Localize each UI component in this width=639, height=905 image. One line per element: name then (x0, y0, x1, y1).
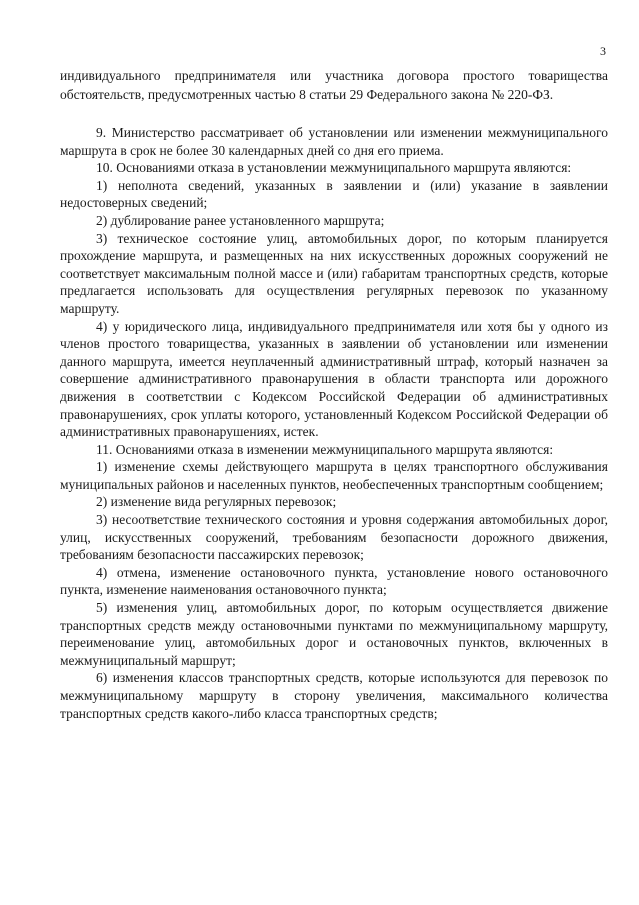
paragraph-10-item-1: 1) неполнота сведений, указанных в заявлении и (или) указание в заявлении недостоверных сведений; (60, 177, 608, 211)
paragraph-11-item-6: 6) изменения классов транспортных средств, которые используются для перевозок по межмуниципальному маршруту в сторону увеличения, максимального количества транспортных средств какого-либо класса транспортных средств; (60, 670, 608, 721)
page-number: 3 (600, 44, 606, 58)
paragraph-9: 9. Министерство рассматривает об установлении или изменении межмуниципального маршрута в срок не более 30 календарных дней со дня его приема. (60, 125, 608, 158)
paragraph-11-item-3: 3) несоответствие технического состояния и уровня содержания автомобильных дорог, улиц, искусственных сооружений, требованиям безопасности дорожного движения, требованиям безопасности пассажирских перевозок; (60, 512, 608, 563)
document-body (60, 66, 608, 722)
paragraph-10: 10. Основаниями отказа в установлении межмуниципального маршрута являются: (96, 160, 572, 176)
paragraph-11-item-2: 2) изменение вида регулярных перевозок; (96, 494, 337, 510)
paragraph-continuation: индивидуального предпринимателя или участника договора простого товарищества обстоятельств, предусмотренных частью 8 статьи 29 Федерального закона № 220-ФЗ. (60, 68, 608, 102)
paragraph-10-item-4: 4) у юридического лица, индивидуального предпринимателя или хотя бы у одного из членов простого товарищества, указанных в заявлении об установлении или изменении данного маршрута, имеется неуплаченный административный штраф, который назначен за совершение административного правонарушения в области транспорта или дорожного движения в соответствии с Кодексом Российской Федерации об административных правонарушениях, срок уплаты которого, установленный Кодексом Российской Федерации об административных правонарушениях, истек. (60, 318, 608, 440)
paragraph-11-item-5: 5) изменения улиц, автомобильных дорог, по которым осуществляется движение транспортных средств между остановочными пунктами по межмуниципальному маршруту, переименование улиц, автомобильных дорог и остановочных пунктов, включенных в межмуниципальный маршрут; (60, 600, 608, 668)
paragraph-10-item-2: 2) дублирование ранее установленного маршрута; (96, 212, 385, 228)
paragraph-11: 11. Основаниями отказа в изменении межмуниципального маршрута являются: (96, 441, 554, 457)
paragraph-11-item-4: 4) отмена, изменение остановочного пункта, установление нового остановочного пункта, изменение наименования остановочного пункта; (60, 564, 608, 598)
paragraph-11-item-1: 1) изменение схемы действующего маршрута в целях транспортного обслуживания муниципальных районов и населенных пунктов, необеспеченных транспортным сообщением; (60, 459, 608, 492)
paragraph-10-item-3: 3) техническое состояние улиц, автомобильных дорог, по которым планируется прохождение маршрута, и размещенных на них искусственных дорожных сооружений не соответствует максимальным полной массе и (или) габаритам транспортных средств, которые предлагается использовать для осуществления регулярных перевозок по указанному маршруту. (60, 230, 608, 316)
